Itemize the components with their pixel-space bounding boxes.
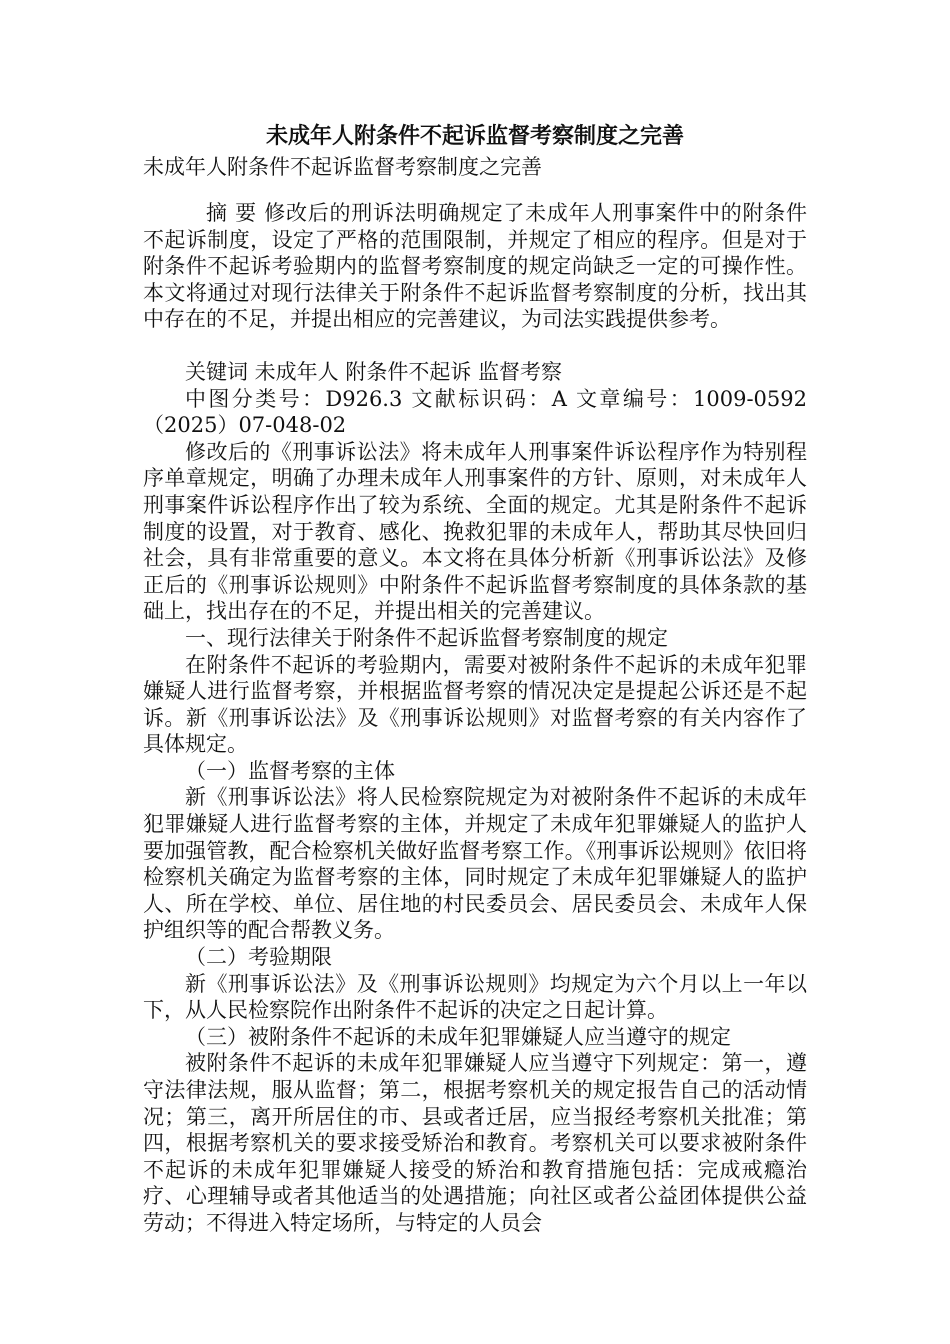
- classification-line: 中图分类号：D926.3 文献标识码：A 文章编号：1009-0592（2025）07-048-02: [143, 386, 807, 438]
- keywords-line: 关键词 未成年人 附条件不起诉 监督考察: [185, 359, 563, 384]
- body-paragraph: 被附条件不起诉的未成年犯罪嫌疑人应当遵守下列规定：第一，遵守法律法规，服从监督；第二，根据考察机关的规定报告自己的活动情况；第三，离开所居住的市、县或者迁居，应当报经考察机关批准；第四，根据考察机关的要求接受矫治和教育。考察机关可以要求被附条件不起诉的未成年犯罪嫌疑人接受的矫治和教育措施包括：完成戒瘾治疗、心理辅导或者其他适当的处遇措施；向社区或者公益团体提供公益劳动；不得进入特定场所，与特定的人员会: [143, 1051, 807, 1235]
- body-paragraph: 在附条件不起诉的考验期内，需要对被附条件不起诉的未成年犯罪嫌疑人进行监督考察，并根据监督考察的情况决定是提起公诉还是不起诉。新《刑事诉讼法》及《刑事诉讼规则》对监督考察的有关内容作了具体规定。: [143, 652, 807, 757]
- body-paragraph: 新《刑事诉讼法》及《刑事诉讼规则》均规定为六个月以上一年以下，从人民检察院作出附条件不起诉的决定之日起计算。: [143, 971, 807, 1023]
- document-subtitle: 未成年人附条件不起诉监督考察制度之完善: [143, 155, 542, 179]
- document-body: [143, 200, 807, 1237]
- subsection-heading: （三）被附条件不起诉的未成年犯罪嫌疑人应当遵守的规定: [185, 1024, 731, 1049]
- document-title: 未成年人附条件不起诉监督考察制度之完善: [265, 124, 684, 149]
- subsection-heading: （一）监督考察的主体: [185, 758, 395, 783]
- subsection-heading: （二）考验期限: [185, 945, 332, 970]
- body-paragraph: 新《刑事诉讼法》将人民检察院规定为对被附条件不起诉的未成年犯罪嫌疑人进行监督考察的主体，并规定了未成年犯罪嫌疑人的监护人要加强管教，配合检察机关做好监督考察工作。《刑事诉讼规则》依旧将检察机关确定为监督考察的主体，同时规定了未成年犯罪嫌疑人的监护人、所在学校、单位、居住地的村民委员会、居民委员会、未成年人保护组织等的配合帮教义务。: [143, 785, 807, 943]
- section-heading: 一、现行法律关于附条件不起诉监督考察制度的规定: [185, 625, 668, 650]
- body-paragraph: 修改后的《刑事诉讼法》将未成年人刑事案件诉讼程序作为特别程序单章规定，明确了办理未成年人刑事案件的方针、原则，对未成年人刑事案件诉讼程序作出了较为系统、全面的规定。尤其是附条件不起诉制度的设置，对于教育、感化、挽救犯罪的未成年人，帮助其尽快回归社会，具有非常重要的意义。本文将在具体分析新《刑事诉讼法》及修正后的《刑事诉讼规则》中附条件不起诉监督考察制度的具体条款的基础上，找出存在的不足，并提出相关的完善建议。: [143, 439, 807, 624]
- abstract-paragraph: 摘 要 修改后的刑诉法明确规定了未成年人刑事案件中的附条件不起诉制度，设定了严格的范围限制，并规定了相应的程序。但是对于附条件不起诉考验期内的监督考察制度的规定尚缺乏一定的可操作性。本文将通过对现行法律关于附条件不起诉监督考察制度的分析，找出其中存在的不足，并提出相应的完善建议，为司法实践提供参考。: [143, 201, 807, 332]
